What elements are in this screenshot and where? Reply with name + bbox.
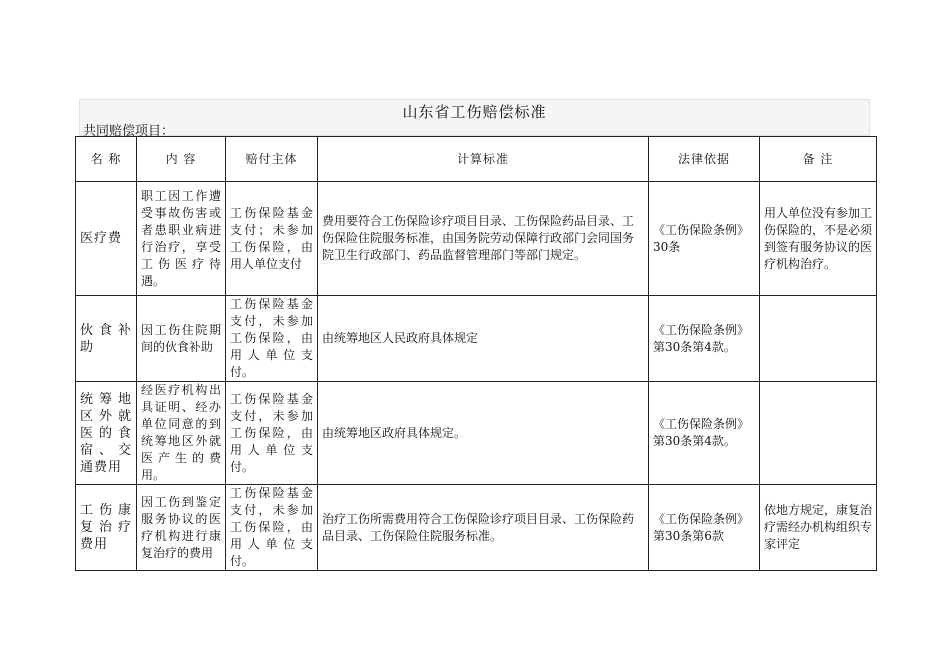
section-subtitle: 共同赔偿项目： bbox=[83, 124, 175, 139]
row-standard: 由统筹地区政府具体规定。 bbox=[318, 382, 649, 485]
row-content: 经医疗机构出具证明、经办单位同意的到统筹地区外就医产生的费用。 bbox=[137, 382, 226, 485]
table-row bbox=[76, 382, 877, 485]
header-name: 名 称 bbox=[76, 137, 137, 182]
row-note: 用人单位没有参加工伤保险的，不是必须到签有服务协议的医疗机构治疗。 bbox=[760, 182, 877, 296]
row-name: 伙食补助 bbox=[76, 296, 137, 382]
row-payer: 工伤保险基金支付，未参加工伤保险，由用人单位支付。 bbox=[226, 485, 318, 571]
row-note bbox=[760, 382, 877, 485]
document-header bbox=[79, 99, 870, 139]
compensation-table bbox=[75, 136, 877, 571]
row-standard: 治疗工伤所需费用符合工伤保险诊疗项目目录、工伤保险药品目录、工伤保险住院服务标准。 bbox=[318, 485, 649, 571]
row-note bbox=[760, 296, 877, 382]
document-title: 山东省工伤赔偿标准 bbox=[402, 103, 547, 121]
row-note: 依地方规定，康复治疗需经办机构组织专家评定 bbox=[760, 485, 877, 571]
row-standard: 由统筹地区人民政府具体规定 bbox=[318, 296, 649, 382]
row-name: 医疗费 bbox=[76, 182, 137, 296]
row-basis: 《工伤保险条例》第30条第4款。 bbox=[649, 382, 760, 485]
table-header-row bbox=[76, 137, 877, 182]
header-standard: 计算标准 bbox=[318, 137, 649, 182]
table-row bbox=[76, 182, 877, 296]
row-payer: 工伤保险基金支付，未参加工伤保险，由用人单位支付。 bbox=[226, 296, 318, 382]
header-note: 备 注 bbox=[760, 137, 877, 182]
row-content: 因工伤住院期间的伙食补助 bbox=[137, 296, 226, 382]
row-payer: 工伤保险基金支付；未参加工伤保险，由用人单位支付 bbox=[226, 182, 318, 296]
row-name: 统筹地区外就医的食宿、交通费用 bbox=[76, 382, 137, 485]
row-basis: 《工伤保险条例》第30条第4款。 bbox=[649, 296, 760, 382]
row-basis: 《工伤保险条例》第30条第6款 bbox=[649, 485, 760, 571]
header-payer: 赔付主体 bbox=[226, 137, 318, 182]
header-basis: 法律依据 bbox=[649, 137, 760, 182]
row-basis: 《工伤保险条例》30条 bbox=[649, 182, 760, 296]
row-name: 工伤康复治疗费用 bbox=[76, 485, 137, 571]
table-row bbox=[76, 296, 877, 382]
row-content: 因工伤到鉴定服务协议的医疗机构进行康复治疗的费用 bbox=[137, 485, 226, 571]
header-content: 内 容 bbox=[137, 137, 226, 182]
row-payer: 工伤保险基金支付，未参加工伤保险，由用人单位支付。 bbox=[226, 382, 318, 485]
row-standard: 费用要符合工伤保险诊疗项目目录、工伤保险药品目录、工伤保险住院服务标准，由国务院劳动保障行政部门会同国务院卫生行政部门、药品监督管理部门等部门规定。 bbox=[318, 182, 649, 296]
row-content: 职工因工作遭受事故伤害或者患职业病进行治疗，享受工伤医疗待遇。 bbox=[137, 182, 226, 296]
table-row bbox=[76, 485, 877, 571]
